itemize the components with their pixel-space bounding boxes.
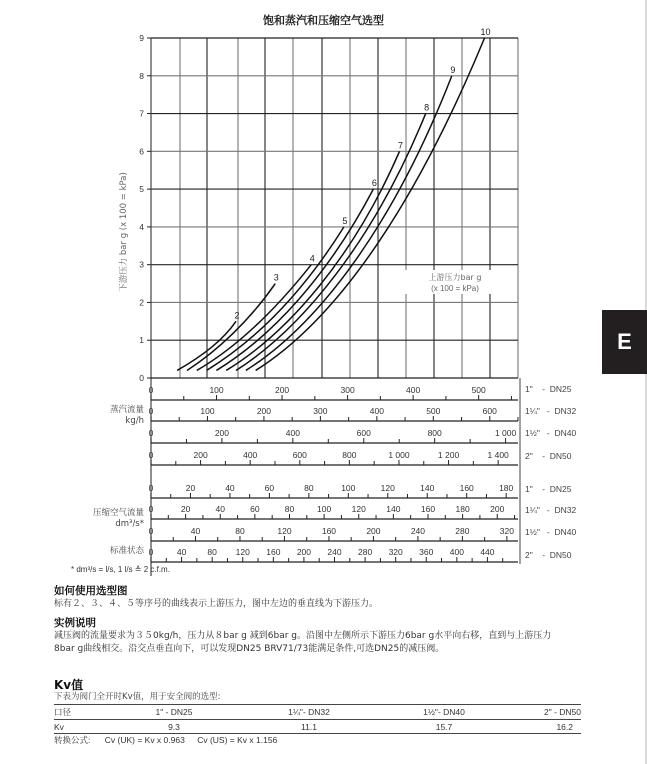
y-axis-label: 下游压力 bar g (x 100 = kPa) [119, 172, 129, 292]
how-to-section [54, 585, 378, 611]
steam-scale-tick-label: 100 [209, 385, 224, 395]
steam-scale-tick-label: 0 [148, 428, 154, 438]
air-scale-tick-label: 80 [304, 483, 314, 493]
steam-scale-tick-label: 600 [356, 428, 371, 438]
formula-label: 转换公式: [54, 735, 91, 745]
air-scale-tick-label: 240 [327, 547, 342, 557]
kv-value-cell: 11.1 [234, 720, 384, 734]
steam-scale-tick-label: 400 [243, 450, 258, 460]
air-scale-tick-label: 320 [499, 526, 514, 536]
air-scale-tick-label: 20 [180, 504, 191, 514]
air-scale-tick-label: 240 [410, 526, 426, 536]
steam-scale-tick-label: 400 [285, 428, 300, 438]
steam-scale-tick-label: 300 [313, 406, 328, 416]
steam-scale-tick-label: 200 [274, 385, 290, 395]
kv-header-cell: 1½"- DN40 [384, 705, 504, 720]
air-size-label-dn25: 1" - DN25 [525, 484, 572, 494]
steam-scale-tick-label: 800 [342, 450, 357, 460]
air-scale-tick-label: 0 [148, 483, 154, 493]
steam-scale-tick-label: 0 [148, 406, 154, 416]
curve-label-10: 10 [480, 27, 491, 37]
example-line-1: 减压阀的流量要求为３５0kg/h，压力从８bar g 减到6bar g。沿图中左侧所示下游压力6bar g水平向右移，直到与上游压力 [54, 631, 552, 641]
air-scale-tick-label: 140 [420, 483, 435, 493]
air-scale-tick-label: 200 [296, 547, 312, 557]
air-scale-tick-label: 160 [266, 547, 281, 557]
y-tick-label: 1 [139, 335, 144, 346]
air-scale-tick-label: 0 [148, 504, 154, 514]
air-scale-tick-label: 360 [419, 547, 434, 557]
y-tick-label: 7 [139, 108, 144, 119]
air-scale-tick-label: 60 [264, 483, 275, 493]
air-scale-tick-label: 80 [284, 504, 295, 514]
standard-condition-label: 标准状态 [109, 546, 144, 556]
air-scale-tick-label: 40 [225, 483, 235, 493]
air-scale-tick-label: 400 [449, 547, 464, 557]
steam-flow-label: 蒸汽流量 kg/h [109, 405, 144, 426]
air-scale-tick-label: 180 [499, 483, 514, 493]
steam-scale-tick-label: 0 [148, 385, 154, 395]
curve-upstream-10 [256, 38, 485, 370]
steam-scale-tick-label: 0 [148, 450, 154, 460]
steam-scale-tick-label: 800 [427, 428, 442, 438]
kv-header-row [54, 705, 581, 720]
steam-scale-tick-label: 500 [426, 406, 441, 416]
kv-header-cell: 1¼"- DN32 [234, 705, 384, 720]
curve-label-2: 2 [234, 310, 240, 321]
air-size-label-dn32: 1¼" - DN32 [525, 505, 577, 515]
steam-scale-tick-label: 100 [200, 406, 215, 416]
air-scale-tick-label: 140 [386, 504, 401, 514]
formula-us: Cv (US) = Kv x 1.156 [197, 735, 278, 745]
steam-scale-tick-label: 1 200 [437, 450, 460, 460]
air-scale-tick-label: 200 [366, 526, 381, 536]
steam-size-label-dn40: 1½" - DN40 [525, 428, 577, 438]
kv-title: Kv值 [54, 678, 84, 692]
steam-size-label-dn32: 1¼" - DN32 [525, 406, 577, 416]
air-scale-tick-label: 120 [277, 526, 292, 536]
footnote: * dm³/s = l/s, 1 l/s ≙ 2 c.f.m. [71, 565, 170, 574]
y-tick-label: 3 [139, 259, 144, 270]
air-scale-tick-label: 40 [176, 547, 187, 557]
y-tick-label: 2 [139, 297, 144, 308]
conversion-formula [54, 734, 277, 746]
steam-size-label-dn25: 1" - DN25 [525, 384, 572, 394]
curve-label-3: 3 [273, 272, 279, 283]
kv-subtitle: 下表为阀门全开时Kv值，用于安全阀的选型: [54, 692, 221, 702]
y-tick-label: 6 [139, 146, 144, 157]
curve-label-9: 9 [450, 64, 456, 75]
y-tick-label: 8 [139, 70, 144, 81]
curve-label-5: 5 [342, 215, 348, 226]
air-scale-tick-label: 180 [455, 504, 470, 514]
air-scale-tick-label: 20 [185, 483, 196, 493]
air-scale-tick-label: 120 [351, 504, 366, 514]
air-scale-tick-label: 440 [480, 547, 495, 557]
kv-value-cell: 15.7 [384, 720, 504, 734]
steam-scale-tick-label: 400 [369, 406, 384, 416]
curve-label-6: 6 [371, 178, 377, 189]
formula-uk: Cv (UK) = Kv x 0.963 [104, 735, 185, 745]
how-to-heading: 如何使用选型图 [54, 585, 128, 597]
air-scale-tick-label: 100 [317, 504, 332, 514]
steam-scale-tick-label: 1 000 [494, 428, 517, 438]
steam-scale-tick-label: 600 [482, 406, 497, 416]
curve-label-4: 4 [309, 253, 315, 264]
section-tab-e[interactable]: E [602, 310, 647, 374]
legend-unit: (x 100 = kPa) [431, 284, 479, 293]
kv-header-cell: 口径 [54, 705, 114, 720]
air-size-label-dn50: 2" - DN50 [525, 550, 572, 560]
air-scale-tick-label: 0 [148, 547, 154, 557]
air-scale-tick-label: 60 [250, 504, 260, 514]
curve-upstream-4 [197, 265, 311, 371]
steam-scale-tick-label: 1 000 [388, 450, 410, 460]
steam-scale-tick-label: 600 [292, 450, 307, 460]
y-tick-label: 9 [139, 33, 144, 43]
y-tick-label: 0 [139, 373, 144, 383]
steam-scale-tick-label: 1 400 [487, 450, 509, 460]
air-size-label-dn40: 1½" - DN40 [525, 527, 577, 537]
steam-scale-tick-label: 500 [471, 385, 486, 395]
air-scale-tick-label: 40 [215, 504, 225, 514]
example-line-2: 8bar g曲线相交。沿交点垂直向下，可以发现DN25 BRV71/73能满足条件,可选DN25的减压阀。 [54, 644, 445, 654]
steam-scale-tick-label: 200 [214, 428, 230, 438]
air-scale-tick-label: 100 [341, 483, 356, 493]
air-scale-tick-label: 200 [490, 504, 505, 514]
air-scale-tick-label: 120 [235, 547, 250, 557]
steam-scale-tick-label: 200 [256, 406, 272, 416]
example-heading: 实例说明 [54, 617, 96, 629]
air-scale-tick-label: 160 [321, 526, 337, 536]
how-to-body: 标有２、３、４、５等序号的曲线表示上游压力，图中左边的垂直线为下游压力。 [54, 599, 379, 609]
kv-value-cell: 9.3 [114, 720, 234, 734]
chart-title: 饱和蒸汽和压缩空气选型 [263, 14, 384, 27]
kv-header-cell: 2" - DN50 [504, 705, 581, 720]
steam-scale-tick-label: 200 [193, 450, 208, 460]
air-scale-tick-label: 320 [388, 547, 403, 557]
kv-value-cell: Kv [54, 720, 114, 734]
legend-upstream-pressure: 上游压力bar g [428, 273, 482, 282]
y-tick-label: 5 [139, 184, 144, 195]
air-scale-tick-label: 0 [148, 526, 154, 536]
air-flow-label: 压缩空气流量 dm³/s* [92, 508, 144, 529]
kv-table [54, 704, 581, 734]
steam-size-label-dn50: 2" - DN50 [525, 451, 572, 461]
kv-value-cell: 16.2 [504, 720, 581, 734]
air-scale-tick-label: 80 [207, 547, 217, 557]
steam-scale-tick-label: 400 [406, 385, 421, 395]
air-scale-tick-label: 280 [455, 526, 470, 536]
air-scale-tick-label: 40 [190, 526, 201, 536]
curve-label-7: 7 [398, 140, 404, 151]
air-scale-tick-label: 120 [380, 483, 395, 493]
curve-upstream-9 [246, 76, 452, 371]
air-scale-tick-label: 160 [420, 504, 436, 514]
curve-label-8: 8 [424, 102, 430, 113]
steam-scale-tick-label: 300 [340, 385, 355, 395]
air-scale-tick-label: 280 [357, 547, 373, 557]
air-scale-tick-label: 160 [459, 483, 474, 493]
y-tick-label: 4 [139, 221, 144, 232]
kv-value-row [54, 720, 581, 734]
example-section [54, 617, 551, 656]
air-scale-tick-label: 80 [235, 526, 245, 536]
kv-header-cell: 1" - DN25 [114, 705, 234, 720]
